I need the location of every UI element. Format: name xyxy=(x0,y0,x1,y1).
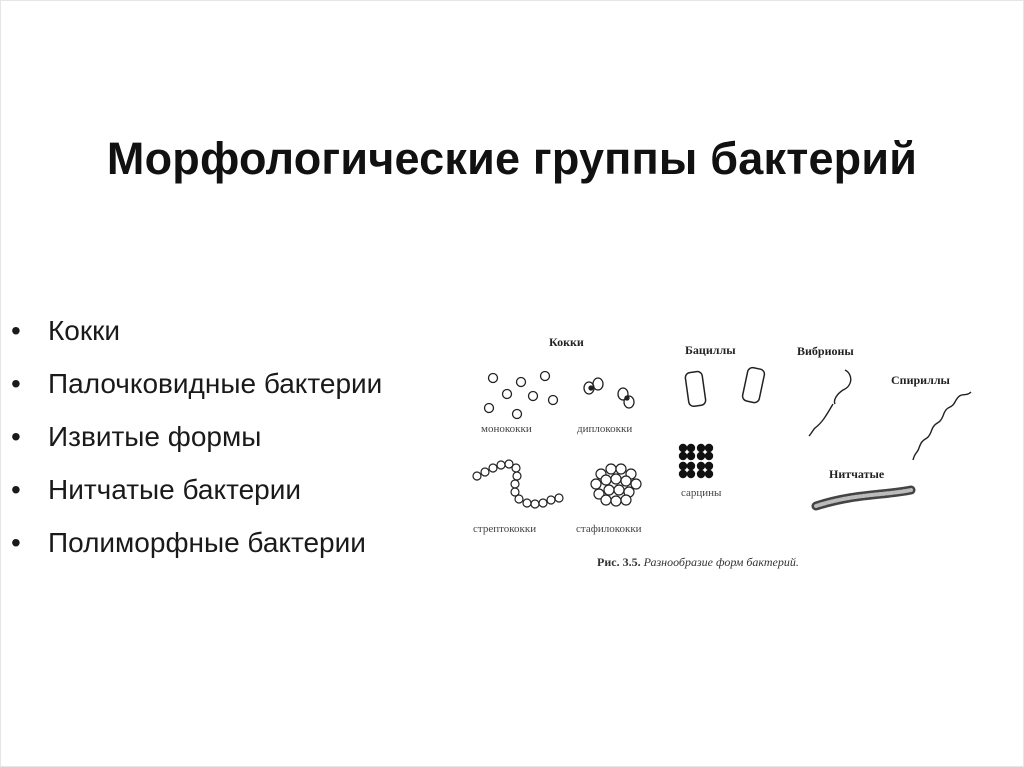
label-sarcina: сарцины xyxy=(681,487,722,499)
bullet-item xyxy=(11,523,451,563)
sarcina-drawing xyxy=(679,444,713,478)
staphylococci-drawing xyxy=(591,464,641,506)
bacteria-forms-figure xyxy=(461,326,1001,586)
bullet-text: Кокки xyxy=(48,315,121,346)
bullet-text: Извитые формы xyxy=(48,421,262,452)
diplococci-drawing xyxy=(584,378,634,408)
figure-caption-number: Рис. 3.5. xyxy=(597,555,641,569)
monococci-drawing xyxy=(485,372,558,419)
heading-filamentous: Нитчатые xyxy=(829,467,885,481)
heading-spirilla: Спириллы xyxy=(891,373,950,387)
bullet-text: Палочковидные бактерии xyxy=(48,368,383,399)
bacilli-drawing xyxy=(685,367,766,407)
streptococci-drawing xyxy=(473,460,563,508)
figure-caption-text: Разнообразие форм бактерий. xyxy=(643,555,799,569)
bullet-text: Полиморфные бактерии xyxy=(48,527,366,558)
spirillum-drawing xyxy=(913,392,971,460)
label-diplococci: диплококки xyxy=(577,423,633,435)
bullet-marker: • xyxy=(11,421,21,452)
bullet-marker: • xyxy=(11,368,21,399)
heading-cocci: Кокки xyxy=(549,335,584,349)
heading-vibrios: Вибрионы xyxy=(797,344,854,358)
label-staphylococci: стафилококки xyxy=(576,523,642,535)
bullet-marker: • xyxy=(11,474,21,505)
bullet-item xyxy=(11,311,451,351)
bullet-item xyxy=(11,470,451,510)
heading-bacilli: Бациллы xyxy=(685,343,736,357)
bullet-item xyxy=(11,417,451,457)
filamentous-drawing xyxy=(816,490,911,506)
bacteria-illustration xyxy=(461,326,1001,586)
bullet-list xyxy=(11,311,451,576)
bullet-marker: • xyxy=(11,315,21,346)
label-streptococci: стрептококки xyxy=(473,523,537,535)
label-monococci: монококки xyxy=(481,423,532,435)
slide-title: Морфологические группы бактерий xyxy=(106,133,918,184)
bullet-marker: • xyxy=(11,527,21,558)
bullet-text: Нитчатые бактерии xyxy=(48,474,301,505)
vibrio-drawing xyxy=(809,370,851,436)
bullet-item xyxy=(11,364,451,404)
figure-caption xyxy=(597,555,799,569)
